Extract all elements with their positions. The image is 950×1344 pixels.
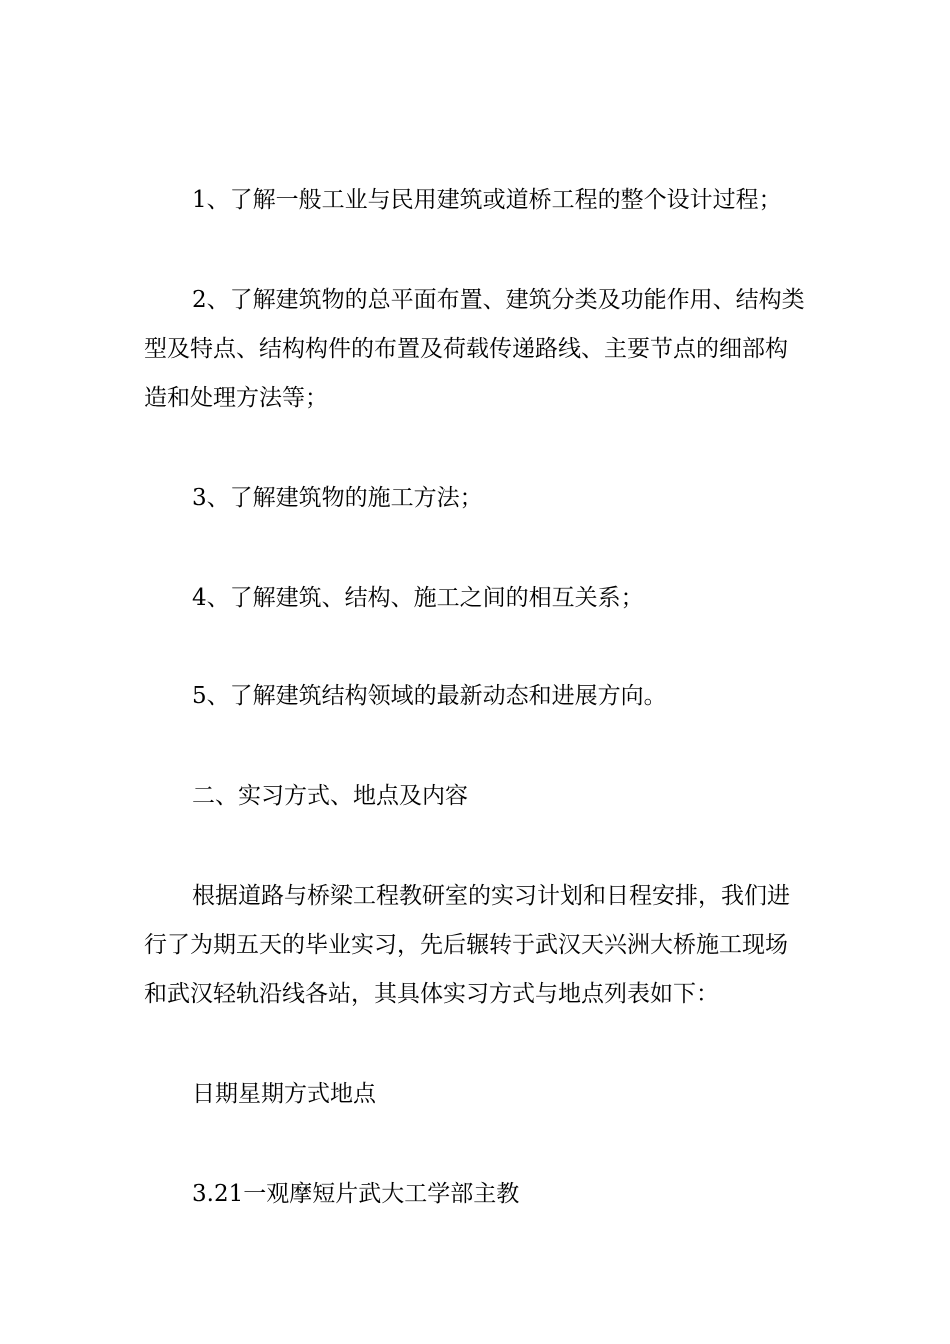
paragraph-goal-3: 3、了解建筑物的施工方法；: [192, 485, 483, 511]
paragraph-goal-1: 1、了解一般工业与民用建筑或道桥工程的整个设计过程；: [192, 187, 782, 213]
paragraph-goal-5: 5、了解建筑结构领域的最新动态和进展方向。: [192, 683, 667, 709]
paragraph-intro: 根据道路与桥梁工程教研室的实习计划和日程安排，我们进行了为期五天的毕业实习，先后辗转于武汉天兴洲大桥施工现场和武汉轻轨沿线各站，其具体实习方式与地点列表如下：: [144, 883, 790, 1007]
paragraph-goal-4: 4、了解建筑、结构、施工之间的相互关系；: [192, 585, 644, 611]
table-header-line: 日期星期方式地点: [192, 1081, 376, 1107]
paragraph-goal-2: 2、了解建筑物的总平面布置、建筑分类及功能作用、结构类型及特点、结构构件的布置及荷载传递路线、主要节点的细部构造和处理方法等；: [144, 287, 805, 411]
section-heading: 二、实习方式、地点及内容: [192, 783, 468, 809]
table-row-line: 3.21一观摩短片武大工学部主教: [192, 1181, 520, 1207]
